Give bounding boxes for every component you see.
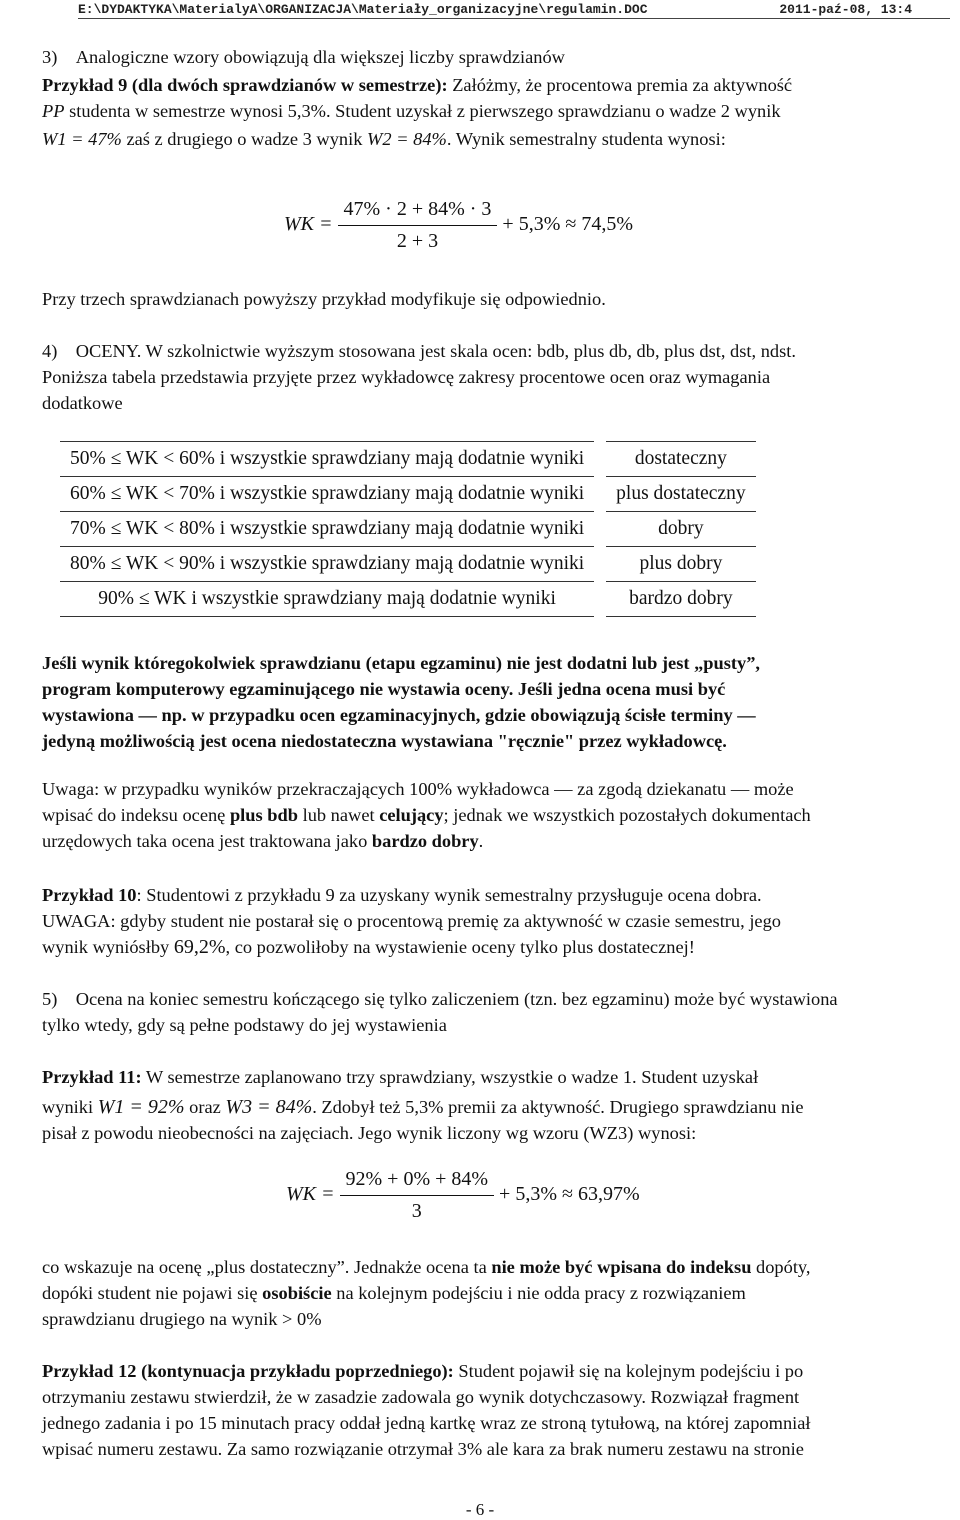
ex12-line3: jednego zadania i po 15 minutach pracy oddał jedną kartkę wraz ze stroną tytułową, na której zapomniał xyxy=(42,1413,811,1433)
w2-formula: W2 = 84% xyxy=(367,129,447,149)
ex10-text3b: , co pozwoliłoby na wystawienie oceny tylko plus dostatecznej! xyxy=(225,937,695,957)
ex9-label: Przykład 9 (dla dwóch sprawdzianów w semestrze): xyxy=(42,75,448,95)
note-line2 xyxy=(42,802,922,828)
ex11-text: . Zdobył też 5,3% premii za aktywność. Drugiego sprawdzianu nie xyxy=(312,1097,804,1117)
ex12-label: Przykład 12 (kontynuacja przykładu poprzedniego): xyxy=(42,1361,454,1381)
ex11-after xyxy=(42,1254,922,1332)
ex12-line4: wpisać numeru zestawu. Za samo rozwiązanie otrzymał 3% ale kara za brak numeru zestawu na stronie xyxy=(42,1439,804,1459)
condition-cell: 90% ≤ WK i wszystkie sprawdziany mają dodatnie wyniki xyxy=(60,582,600,617)
note-paragraph xyxy=(42,776,922,854)
note-text: lub nawet xyxy=(302,805,375,825)
note-text: . xyxy=(478,831,484,851)
example-9 xyxy=(42,72,922,152)
s5-line2: tylko wtedy, gdy są pełne podstawy do jej wystawienia xyxy=(42,1015,447,1035)
ex10-line2: UWAGA: gdyby student nie postarał się o procentową premię za aktywność w czasie semestru, jego xyxy=(42,911,781,931)
s4-text1: OCENY. W szkolnictwie wyższym stosowana jest skala ocen: bdb, plus db, db, plus dst, dst, ndst. xyxy=(75,341,796,361)
ex9-text4: . Wynik semestralny studenta wynosi: xyxy=(446,129,726,149)
note-bold: plus bdb xyxy=(229,805,298,825)
ex9-line2 xyxy=(42,98,922,124)
formula-numerator: 47% · 2 + 84% · 3 xyxy=(338,198,498,226)
table-row xyxy=(60,442,756,477)
section-4 xyxy=(42,338,922,416)
condition-cell: 60% ≤ WK < 70% i wszystkie sprawdziany mają dodatnie wyniki xyxy=(60,477,600,512)
example-12 xyxy=(42,1358,922,1462)
ex11-after-text: co wskazuje na ocenę „plus dostateczny”. Jednakże ocena ta xyxy=(42,1257,487,1277)
ex10-value: 69,2% xyxy=(173,936,226,958)
grade-cell: plus dobry xyxy=(600,547,755,582)
table-row xyxy=(60,477,756,512)
section-number: 4) xyxy=(42,341,58,361)
bold-line: program komputerowy egzaminującego nie wystawia oceny. Jeśli jedna ocena musi być xyxy=(42,679,726,699)
page-number: - 6 - xyxy=(465,1500,495,1519)
ex11-after-bold: osobiście xyxy=(262,1283,332,1303)
example-10 xyxy=(42,882,922,960)
s5-line1 xyxy=(42,986,922,1012)
w1-formula: W1 = 92% xyxy=(97,1096,185,1118)
condition-cell: 80% ≤ WK < 90% i wszystkie sprawdziany mają dodatnie wyniki xyxy=(60,547,600,582)
note-bold: bardzo dobry xyxy=(371,831,479,851)
s4-line1 xyxy=(42,338,922,364)
header-date: 2011-paź-08, 13:4 xyxy=(779,2,912,17)
note-line1: Uwaga: w przypadku wyników przekraczających 100% wykładowca — za zgodą dziekanatu — może xyxy=(42,779,794,799)
ex9-text2: studenta w semestrze wynosi 5,3%. Student uzyskał z pierwszego sprawdzianu o wadze 2 wynik xyxy=(69,101,781,121)
ex10-text1: : Studentowi z przykładu 9 za uzyskany wynik semestralny przysługuje ocena dobra. xyxy=(136,885,762,905)
table-row xyxy=(60,582,756,617)
s4-line2: Poniższa tabela przedstawia przyjęte przez wykładowcę zakresy procentowe ocen oraz wymagania xyxy=(42,367,771,387)
ex11-after-text: dopóki student nie pojawi się xyxy=(42,1283,258,1303)
s5-text1: Ocena na koniec semestru kończącego się tylko zaliczeniem (tzn. bez egzaminu) może być wystawiona xyxy=(75,989,838,1009)
ex11-line2 xyxy=(42,1094,922,1120)
ex10-label: Przykład 10 xyxy=(42,885,137,905)
ex11-after-bold: nie może być wpisana do indeksu xyxy=(491,1257,752,1277)
note-line3 xyxy=(42,828,922,854)
pp-symbol: PP xyxy=(42,101,65,121)
note-text: ; jednak we wszystkich pozostałych dokumentach xyxy=(443,805,811,825)
ex11-after-line2 xyxy=(42,1280,922,1306)
formula-lhs: WK = xyxy=(286,1183,335,1206)
formula-denominator: 3 xyxy=(411,1200,422,1222)
section-5 xyxy=(42,986,922,1038)
section-3 xyxy=(42,44,922,70)
ex11-after-line3: sprawdzianu drugiego na wynik > 0% xyxy=(42,1309,322,1329)
bold-line: jedyną możliwością jest ocena niedostateczna wystawiana "ręcznie" przez wykładowcę. xyxy=(42,731,727,751)
grade-cell: bardzo dobry xyxy=(600,582,755,617)
grade-cell: dostateczny xyxy=(600,442,755,477)
section-number: 5) xyxy=(42,989,58,1009)
ex10-line3 xyxy=(42,934,922,960)
formula-fraction xyxy=(340,1168,495,1223)
w3-formula: W3 = 84% xyxy=(225,1096,313,1118)
ex11-after-text: dopóty, xyxy=(756,1257,811,1277)
note-text: wpisać do indeksu ocenę xyxy=(42,805,226,825)
ex12-line1 xyxy=(42,1358,922,1384)
w1-formula: W1 = 47% xyxy=(42,129,122,149)
ex11-text1: W semestrze zaplanowano trzy sprawdziany, wszystkie o wadze 1. Student uzyskał xyxy=(145,1067,759,1087)
condition-cell: 70% ≤ WK < 80% i wszystkie sprawdziany mają dodatnie wyniki xyxy=(60,512,600,547)
bold-line: Jeśli wynik któregokolwiek sprawdzianu (etapu egzaminu) nie jest dodatni lub jest „pusty”, xyxy=(42,653,760,673)
ex11-text: wyniki xyxy=(42,1097,94,1117)
ex9-line3 xyxy=(42,126,922,152)
section-number: 3) xyxy=(42,47,58,67)
ex12-text1: Student pojawił się na kolejnym podejściu i po xyxy=(458,1361,804,1381)
condition-cell: 50% ≤ WK < 60% i wszystkie sprawdziany mają dodatnie wyniki xyxy=(60,442,600,477)
formula-ex9 xyxy=(284,198,633,253)
grades-table xyxy=(60,441,756,617)
formula-rhs: + 5,3% ≈ 63,97% xyxy=(499,1183,640,1206)
example-11 xyxy=(42,1064,922,1146)
ex11-line3: pisał z powodu nieobecności na zajęciach. Jego wynik liczony wg wzoru (WZ3) wynosi: xyxy=(42,1123,697,1143)
formula-fraction xyxy=(338,198,498,253)
grade-cell: plus dostateczny xyxy=(600,477,755,512)
bold-line: wystawiona — np. w przypadku ocen egzaminacyjnych, gdzie obowiązują ścisłe terminy — xyxy=(42,705,756,725)
ex9-line1 xyxy=(42,72,922,98)
ex11-after-line1 xyxy=(42,1254,922,1280)
s4-line3: dodatkowe xyxy=(42,393,123,413)
ex9-text3: zaś z drugiego o wadze 3 wynik xyxy=(126,129,363,149)
ex11-after-text: na kolejnym podejściu i nie odda pracy z rozwiązaniem xyxy=(336,1283,746,1303)
note-text: urzędowych taka ocena jest traktowana jako xyxy=(42,831,368,851)
note-bold: celujący xyxy=(379,805,444,825)
bold-paragraph xyxy=(42,650,922,754)
table-row xyxy=(60,512,756,547)
formula-ex11 xyxy=(286,1168,640,1223)
ex11-line1 xyxy=(42,1064,922,1090)
ex9-text1: Załóżmy, że procentowa premia za aktywność xyxy=(452,75,793,95)
formula-numerator: 92% + 0% + 84% xyxy=(340,1168,495,1196)
table-row xyxy=(60,547,756,582)
file-path: E:\DYDAKTYKA\MaterialyA\ORGANIZACJA\Materiały_organizacyjne\regulamin.DOC xyxy=(78,2,648,17)
ex11-text: oraz xyxy=(189,1097,221,1117)
ex9-after: Przy trzech sprawdzianach powyższy przykład modyfikuje się odpowiednio. xyxy=(42,289,606,309)
ex12-line2: otrzymaniu zestawu stwierdził, że w zasadzie zadowala go wynik dotychczasowy. Rozwiązał fragment xyxy=(42,1387,800,1407)
formula-denominator: 2 + 3 xyxy=(396,230,439,252)
formula-lhs: WK = xyxy=(284,213,333,236)
ex10-line1 xyxy=(42,882,922,908)
formula-rhs: + 5,3% ≈ 74,5% xyxy=(502,213,633,236)
grade-cell: dobry xyxy=(600,512,755,547)
page-header xyxy=(78,2,950,19)
section-text: Analogiczne wzory obowiązują dla większej liczby sprawdzianów xyxy=(75,47,565,67)
ex11-label: Przykład 11: xyxy=(42,1067,142,1087)
ex10-text3: wynik wyniósłby xyxy=(42,937,170,957)
